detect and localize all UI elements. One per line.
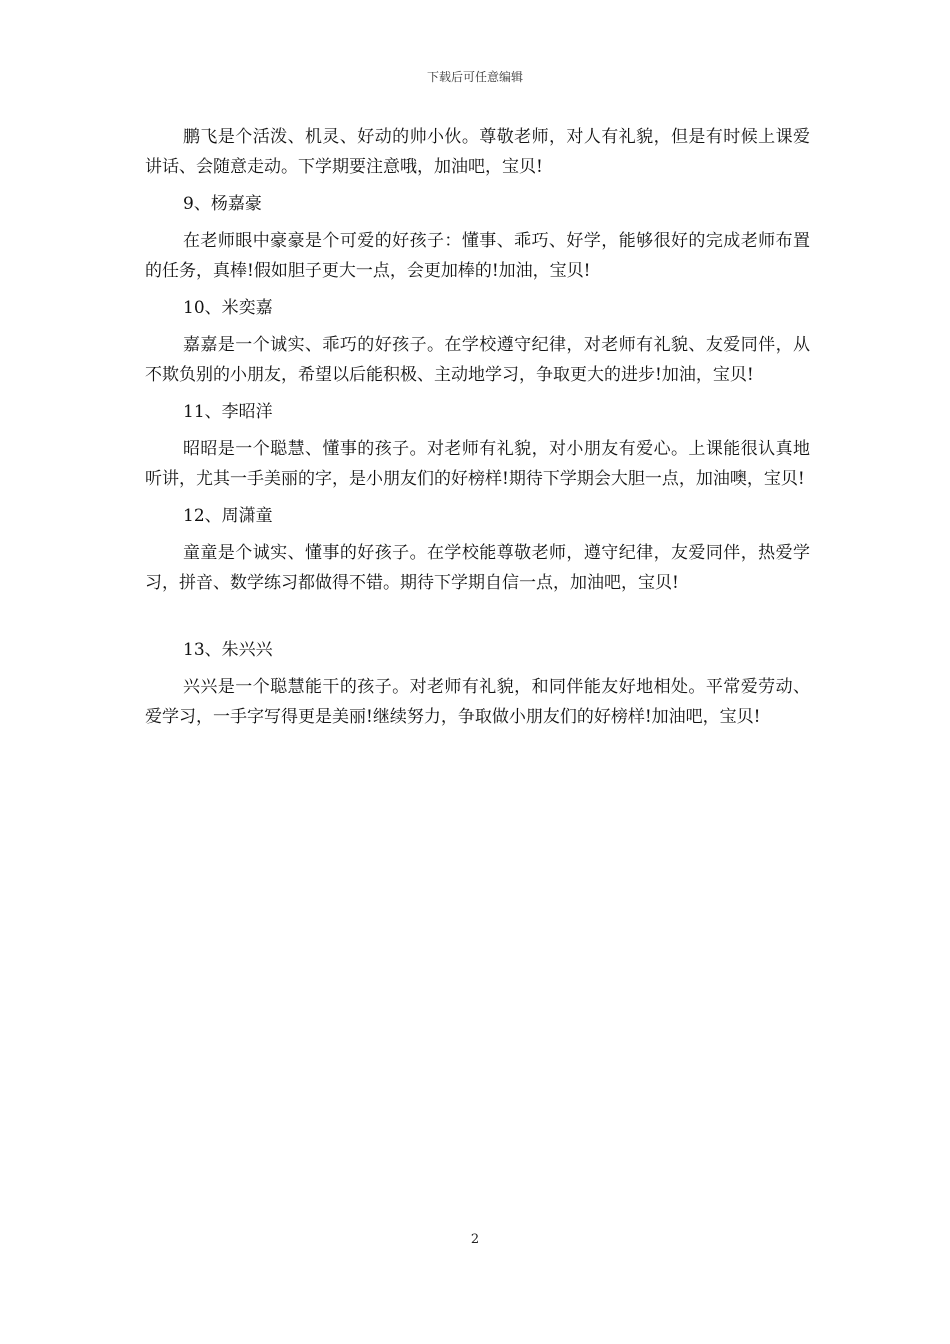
student-heading: 11、李昭洋 xyxy=(183,402,273,422)
page-number: 2 xyxy=(470,1232,480,1247)
comment-paragraph: 昭昭是一个聪慧、懂事的孩子。对老师有礼貌，对小朋友有爱心。上课能很认真地听讲，尤其一手美丽的字，是小朋友们的好榜样!期待下学期会大胆一点，加油噢，宝贝! xyxy=(145,439,810,489)
student-heading: 9、杨嘉豪 xyxy=(183,194,262,214)
comment-paragraph: 兴兴是一个聪慧能干的孩子。对老师有礼貌，和同伴能友好地相处。平常爱劳动、爱学习，一手字写得更是美丽!继续努力，争取做小朋友们的好榜样!加油吧，宝贝! xyxy=(145,677,810,727)
comment-paragraph: 鹏飞是个活泼、机灵、好动的帅小伙。尊敬老师，对人有礼貌，但是有时候上课爱讲话、会随意走动。下学期要注意哦，加油吧，宝贝! xyxy=(145,127,810,177)
header-note: 下载后可任意编辑 xyxy=(426,70,523,84)
student-heading: 13、朱兴兴 xyxy=(183,640,273,660)
comment-paragraph: 童童是个诚实、懂事的好孩子。在学校能尊敬老师，遵守纪律，友爱同伴，热爱学习，拼音、数学练习都做得不错。期待下学期自信一点，加油吧，宝贝! xyxy=(145,543,810,593)
comment-paragraph: 嘉嘉是一个诚实、乖巧的好孩子。在学校遵守纪律，对老师有礼貌、友爱同伴，从不欺负别的小朋友，希望以后能积极、主动地学习，争取更大的进步!加油，宝贝! xyxy=(145,335,810,385)
student-heading: 12、周潇童 xyxy=(183,506,273,526)
blank-line xyxy=(145,605,810,635)
comment-paragraph: 在老师眼中豪豪是个可爱的好孩子：懂事、乖巧、好学，能够很好的完成老师布置的任务，真棒!假如胆子更大一点，会更加棒的!加油，宝贝! xyxy=(145,231,810,281)
document-body xyxy=(145,122,810,739)
student-heading: 10、米奕嘉 xyxy=(183,298,273,318)
